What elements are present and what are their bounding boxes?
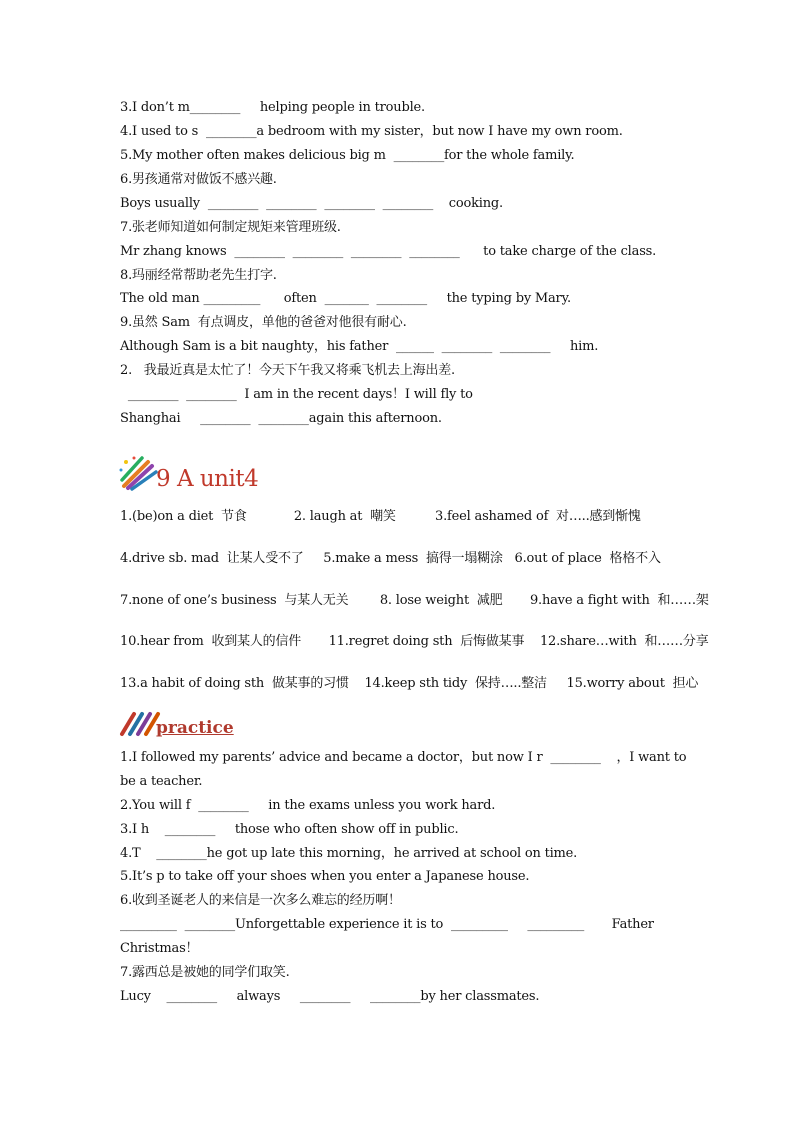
exercise-line: 6.男孩通常对做饭不感兴趣. (120, 172, 277, 187)
practice-line: 4.T ________he got up late this morning，he arrived at school on time. (120, 846, 578, 861)
exercise-line: Mr zhang knows ________ ________ ________ ________ to take charge of the class. (120, 244, 657, 259)
exercise-line: Although Sam is a bit naughty，his father ______ ________ ________ him. (120, 339, 599, 354)
exercise-line: 7.张老师知道如何制定规矩来管理班级. (120, 220, 341, 235)
practice-line: 7.露西总是被她的同学们取笑. (120, 965, 290, 980)
practice-line: 6.收到圣诞老人的来信是一次多么难忘的经历啊！ (120, 893, 401, 908)
phrase-line: 1.(be)on a diet 节食 2. laugh at 嘲笑 3.feel ashamed of 对…..感到惭愧 (120, 509, 641, 524)
practice-line: 3.I h ________ those who often show off in public. (120, 822, 459, 837)
exercise-line: 5.My mother often makes delicious big m ________for the whole family. (120, 148, 575, 163)
exercise-line: Boys usually ________ ________ ________ ________ cooking. (120, 196, 503, 211)
practice-line: _________ ________Unforgettable experience it is to _________ _________ Father (120, 917, 654, 932)
exercise-line: 9.虽然 Sam 有点调皮，单他的爸爸对他很有耐心. (120, 315, 407, 330)
practice-title: practice (156, 718, 234, 738)
exercise-line: 2. 我最近真是太忙了！今天下午我又将乘飞机去上海出差. (120, 363, 455, 378)
unit-title: 9 A unit4 (156, 466, 259, 492)
exercise-line: 8.玛丽经常帮助老先生打字. (120, 268, 277, 283)
practice-line: Christmas！ (120, 941, 199, 956)
phrase-line: 7.none of one’s business 与某人无关 8. lose weight 减肥 9.have a fight with 和……架 (120, 593, 709, 608)
unit-heading (118, 454, 258, 492)
practice-line: 2.You will f ________ in the exams unless you work hard. (120, 798, 496, 813)
exercise-line: 4.I used to s ________a bedroom with my sister，but now I have my own room. (120, 124, 623, 139)
practice-line: Lucy ________ always ________ ________by her classmates. (120, 989, 540, 1004)
phrase-line: 10.hear from 收到某人的信件 11.regret doing sth 后悔做某事 12.share…with 和……分享 (120, 634, 709, 649)
practice-heading (118, 708, 234, 738)
exercise-line: Shanghai ________ ________again this afternoon. (120, 411, 442, 426)
practice-line: 1.I followed my parents’ advice and became a doctor，but now I r ________ ，I want to (120, 750, 687, 765)
phrase-line: 4.drive sb. mad 让某人受不了 5.make a mess 搞得一塌糊涂 6.out of place 格格不入 (120, 551, 661, 566)
pencils-icon (118, 454, 160, 492)
exercise-line: ________ ________ I am in the recent days！I will fly to (120, 387, 473, 402)
phrase-line: 13.a habit of doing sth 做某事的习惯 14.keep sth tidy 保持…..整洁 15.worry about 担心 (120, 676, 699, 691)
exercise-line: 3.I don’t m________ helping people in trouble. (120, 100, 425, 115)
practice-line: 5.It’s p to take off your shoes when you enter a Japanese house. (120, 869, 530, 884)
practice-line: be a teacher. (120, 774, 203, 789)
exercise-line: The old man _________ often _______ ________ the typing by Mary. (120, 291, 571, 306)
